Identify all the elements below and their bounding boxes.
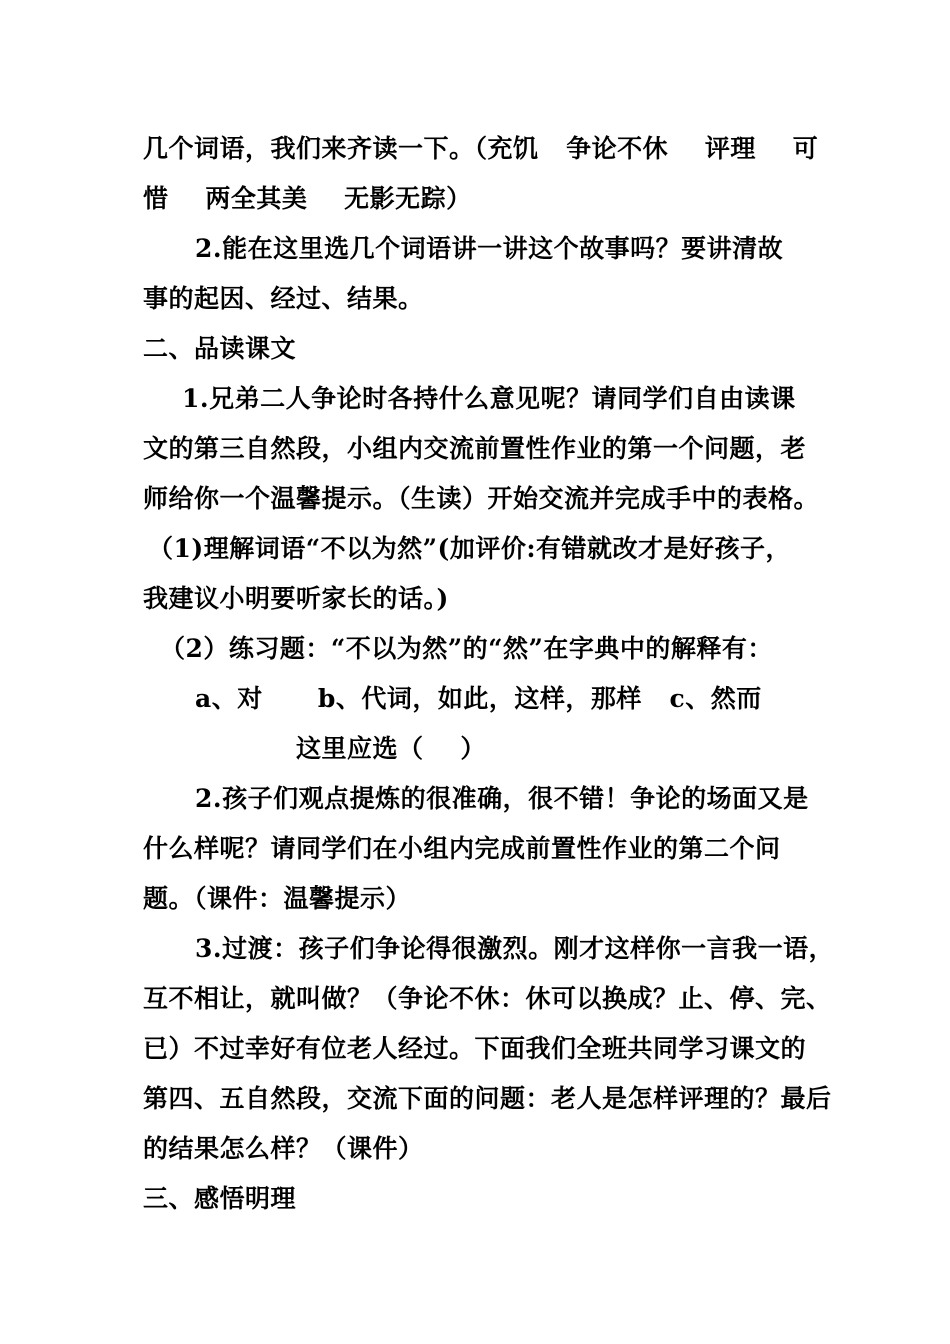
text-line: 这里应选（ ） [296, 734, 486, 763]
text-line: a、对 b、代词，如此，这样，那样 c、然而 [195, 684, 762, 713]
text-line: 1.兄弟二人争论时各持什么意见呢？请同学们自由读课 [182, 384, 796, 413]
text-line: 已）不过幸好有位老人经过。下面我们全班共同学习课文的 [143, 1034, 807, 1063]
text-line: 几个词语，我们来齐读一下。（充饥 争论不休 评理 可 [143, 134, 819, 163]
text-line: （1)理解词语“不以为然”(加评价:有错就改才是好孩子， [148, 534, 792, 563]
text-line: 事的起因、经过、结果。 [143, 284, 424, 313]
text-line: 题。（课件：温馨提示） [143, 884, 412, 913]
section-heading: 二、品读课文 [143, 334, 297, 363]
text-line: 我建议小明要听家长的话。) [143, 584, 449, 613]
text-line: 的结果怎么样？（课件） [143, 1134, 424, 1163]
section-heading: 三、感悟明理 [143, 1184, 297, 1213]
text-line: 什么样呢？请同学们在小组内完成前置性作业的第二个问 [143, 834, 781, 863]
text-line: 惜 两全其美 无影无踪） [143, 184, 472, 213]
text-line: 2.能在这里选几个词语讲一讲这个故事吗？要讲清故 [195, 234, 784, 263]
text-line: 3.过渡：孩子们争论得很激烈。刚才这样你一言我一语， [195, 934, 835, 963]
text-line: 互不相让，就叫做？（争论不休：休可以换成？止、停、完、 [143, 984, 832, 1013]
text-line: 第四、五自然段，交流下面的问题：老人是怎样评理的？最后 [143, 1084, 832, 1113]
text-line: 师给你一个温馨提示。（生读）开始交流并完成手中的表格。 [143, 484, 820, 513]
text-line: 文的第三自然段，小组内交流前置性作业的第一个问题，老 [143, 434, 807, 463]
text-line: （2）练习题：“不以为然”的“然”在字典中的解释有： [160, 634, 773, 663]
text-line: 2.孩子们观点提炼的很准确，很不错！争论的场面又是 [195, 784, 809, 813]
